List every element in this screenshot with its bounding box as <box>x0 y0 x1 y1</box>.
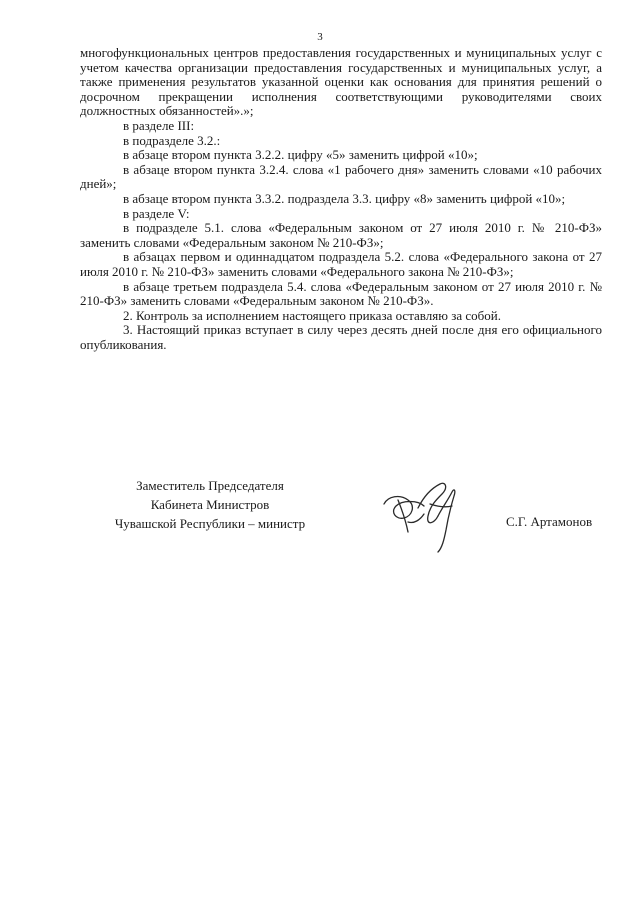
signatory-name: С.Г. Артамонов <box>506 514 593 529</box>
paragraph-subsection-3-2: в подразделе 3.2.: <box>123 132 221 148</box>
signatory-position <box>100 476 320 533</box>
signatory-position-line: Кабинета Министров <box>150 497 270 512</box>
paragraph-continuation: многофункциональных центров предоставления государственных и муниципальных услуг с учетом качества организации предоставления государственных и муниципальных услуг, а также применения результатов указанной оценки как основания для принятия решений о досрочном прекращении исполнения соответствующими руководителями своих должностных обязанностей».»; <box>80 45 602 119</box>
page-number: 3 <box>317 31 323 43</box>
paragraph-subsection-5-2: в абзацах первом и одиннадцатом подраздела 5.2. слова «Федерального закона от 27 июля 2010 г. № 210-ФЗ» заменить словами «Федерального закона № 210-ФЗ»; <box>80 249 602 279</box>
paragraph-section-v: в разделе V: <box>123 205 190 221</box>
signatory-position-line: Чувашской Республики – министр <box>114 516 306 531</box>
paragraph-item-3-2-2: в абзаце втором пункта 3.2.2. цифру «5» заменить цифрой «10»; <box>123 147 478 163</box>
paragraph-clause-3: 3. Настоящий приказ вступает в силу через десять дней после дня его официального опубликования. <box>80 322 602 352</box>
paragraph-clause-2: 2. Контроль за исполнением настоящего приказа оставляю за собой. <box>123 307 501 323</box>
signatory-position-line: Заместитель Председателя <box>136 478 284 493</box>
paragraph-item-3-3-2: в абзаце втором пункта 3.3.2. подраздела 3.3. цифру «8» заменить цифрой «10»; <box>123 190 566 206</box>
paragraph-subsection-5-1: в подразделе 5.1. слова «Федеральным законом от 27 июля 2010 г. № 210-ФЗ» заменить словами «Федеральным законом № 210-ФЗ»; <box>80 220 602 250</box>
paragraph-section-iii: в разделе III: <box>123 117 195 133</box>
document-body <box>80 46 602 352</box>
handwritten-signature <box>378 466 474 556</box>
paragraph-subsection-5-4: в абзаце третьем подраздела 5.4. слова «Федеральным законом от 27 июля 2010 г. № 210-ФЗ» заменить словами «Федеральным законом № 210-ФЗ». <box>80 278 602 309</box>
paragraph-item-3-2-4: в абзаце втором пункта 3.2.4. слова «1 рабочего дня» заменить словами «10 рабочих дней»; <box>80 161 602 192</box>
